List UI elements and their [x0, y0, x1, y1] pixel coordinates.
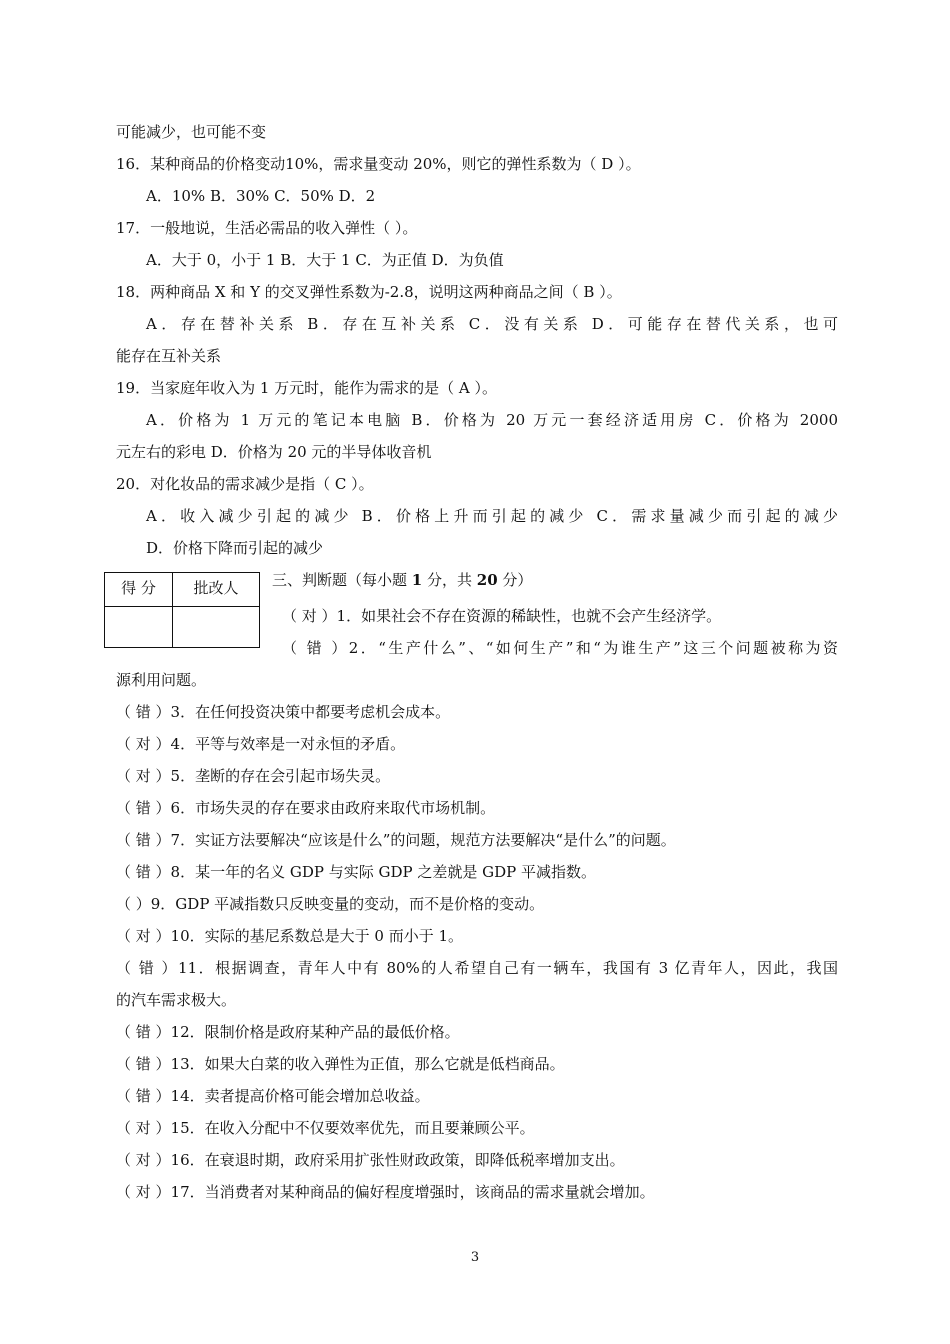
grader-header: 批改人: [173, 573, 259, 607]
question-18: 18．两种商品 X 和 Y 的交叉弹性系数为-2.8，说明这两种商品之间（ B ）。: [116, 283, 622, 301]
options-17: A．大于 0，小于 1 B．大于 1 C．为正值 D．为负值: [146, 251, 504, 269]
judgment-item: （ 对 ）5．垄断的存在会引起市场失灵。: [116, 767, 391, 785]
judgment-item: （ 对 ）1．如果社会不存在资源的稀缺性，也就不会产生经济学。: [282, 607, 722, 625]
judgment-item-cont: 源利用问题。: [116, 671, 207, 689]
judgment-item: （ ）9．GDP 平减指数只反映变量的变动，而不是价格的变动。: [116, 895, 545, 913]
judgment-item-cont: 的汽车需求极大。: [116, 991, 237, 1009]
judgment-item: （ 错 ）3．在任何投资决策中都要考虑机会成本。: [116, 703, 451, 721]
options-19-cont: 元左右的彩电 D．价格为 20 元的半导体收音机: [116, 443, 432, 461]
page-number: 3: [470, 1250, 480, 1265]
judgment-item: （ 错 ）13．如果大白菜的收入弹性为正值，那么它就是低档商品。: [116, 1055, 565, 1073]
options-20: A．收入减少引起的减少 B．价格上升而引起的减少 C．需求量减少而引起的减少: [146, 507, 838, 525]
options-20-cont: D．价格下降而引起的减少: [146, 539, 324, 557]
options-18-cont: 能存在互补关系: [116, 347, 222, 365]
score-cell: [105, 607, 173, 647]
question-16: 16．某种商品的价格变动10%，需求量变动 20%，则它的弹性系数为（ D ）。: [116, 155, 641, 173]
judgment-item: （ 错 ）12．限制价格是政府某种产品的最低价格。: [116, 1023, 460, 1041]
options-18: A．存在替补关系 B．存在互补关系 C．没有关系 D．可能存在替代关系，也可: [146, 315, 838, 333]
judgment-item: （ 错 ）11．根据调查，青年人中有 80%的人希望自己有一辆车，我国有 3 亿青年人，因此，我国: [116, 959, 838, 977]
judgment-item: （ 对 ）17．当消费者对某种商品的偏好程度增强时，该商品的需求量就会增加。: [116, 1183, 655, 1201]
score-header: 得 分: [105, 573, 173, 607]
judgment-item: （ 对 ）15．在收入分配中不仅要效率优先，而且要兼顾公平。: [116, 1119, 535, 1137]
judgment-item: （ 错 ）6．市场失灵的存在要求由政府来取代市场机制。: [116, 799, 496, 817]
options-16: A．10% B．30% C．50% D．2: [146, 187, 376, 205]
question-17: 17．一般地说，生活必需品的收入弹性（ ）。: [116, 219, 418, 237]
judgment-item: （ 错 ）2．“生产什么”、“如何生产”和“为谁生产”这三个问题被称为资: [282, 639, 838, 657]
judgment-item: （ 错 ）14．卖者提高价格可能会增加总收益。: [116, 1087, 430, 1105]
section-heading: 三、判断题（每小题 1 分，共 20 分）: [272, 571, 533, 589]
question-19: 19．当家庭年收入为 1 万元时，能作为需求的是（ A ）。: [116, 379, 498, 397]
grader-cell: [173, 607, 259, 647]
question-20: 20．对化妆品的需求减少是指（ C ）。: [116, 475, 374, 493]
score-table: [104, 572, 260, 648]
options-19: A．价格为 1 万元的笔记本电脑 B．价格为 20 万元一套经济适用房 C．价格为 2000: [146, 411, 838, 429]
judgment-item: （ 对 ）4．平等与效率是一对永恒的矛盾。: [116, 735, 406, 753]
judgment-item: （ 对 ）10．实际的基尼系数总是大于 0 而小于 1。: [116, 927, 464, 945]
judgment-item: （ 错 ）8．某一年的名义 GDP 与实际 GDP 之差就是 GDP 平减指数。: [116, 863, 596, 881]
judgment-item: （ 错 ）7．实证方法要解决“应该是什么”的问题，规范方法要解决“是什么”的问题。: [116, 831, 676, 849]
text-line: 可能减少，也可能不变: [116, 123, 267, 141]
judgment-item: （ 对 ）16．在衰退时期，政府采用扩张性财政政策，即降低税率增加支出。: [116, 1151, 625, 1169]
